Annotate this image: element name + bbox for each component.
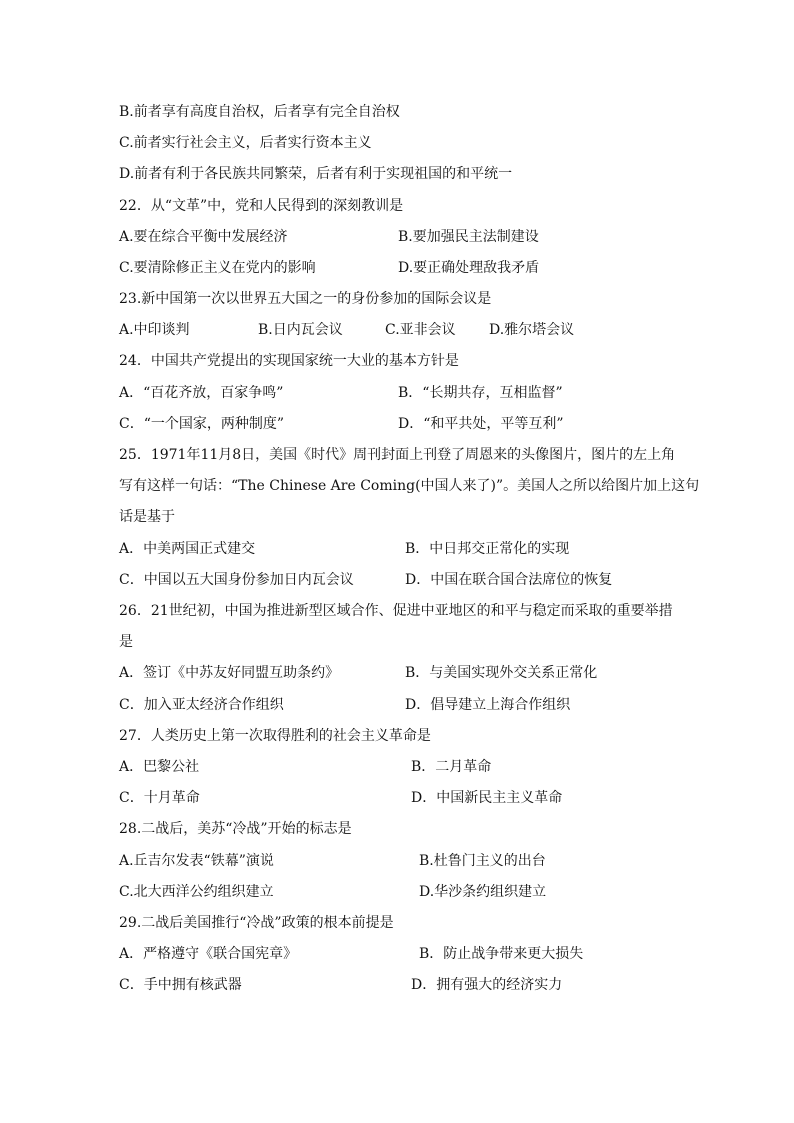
option-b: B．“长期共存，互相监督” [398, 385, 563, 401]
option-c: C．十月革命 [119, 790, 200, 806]
option-c: C.亚非会议 [385, 322, 456, 338]
option-b: B．中日邦交正常化的实现 [405, 541, 570, 557]
option-c: C．中国以五大国身份参加日内瓦会议 [119, 572, 354, 588]
option-text: D.前者有利于各民族共同繁荣，后者有利于实现祖国的和平统一 [119, 166, 513, 182]
question-stem: 写有这样一句话：“The Chinese Are Coming(中国人来了)”。美国人之所以给图片加上这句 [119, 478, 700, 494]
option-a: A.丘吉尔发表“铁幕”演说 [119, 853, 274, 869]
option-a: A．巴黎公社 [119, 759, 200, 775]
question-stem: 话是基于 [119, 509, 175, 525]
option-b: B．二月革命 [411, 759, 492, 775]
option-b: B．与美国实现外交关系正常化 [405, 665, 598, 681]
option-a: A．严格遵守《联合国宪章》 [119, 946, 298, 962]
option-c: C.要清除修正主义在党内的影响 [119, 260, 316, 276]
question-stem: 22．从“文革”中，党和人民得到的深刻教训是 [119, 198, 404, 214]
question-stem: 23.新中国第一次以世界五大国之一的身份参加的国际会议是 [119, 291, 492, 307]
option-c: C．手中拥有核武器 [119, 977, 242, 993]
option-d: D．中国新民主主义革命 [411, 790, 563, 806]
option-d: D.雅尔塔会议 [489, 322, 575, 338]
question-stem: 是 [119, 634, 133, 650]
option-b: B.要加强民主法制建设 [398, 229, 539, 245]
option-b: B.杜鲁门主义的出台 [419, 853, 546, 869]
option-a: A．“百花齐放，百家争鸣” [119, 385, 284, 401]
option-b: B．防止战争带来更大损失 [419, 946, 584, 962]
question-stem: 25．1971年11月8日，美国《时代》周刊封面上刊登了周恩来的头像图片，图片的左上角 [119, 447, 676, 463]
option-d: D.要正确处理敌我矛盾 [398, 260, 540, 276]
option-a: A．签订《中苏友好同盟互助条约》 [119, 665, 340, 681]
option-b: B.日内瓦会议 [258, 322, 343, 338]
question-stem: 27．人类历史上第一次取得胜利的社会主义革命是 [119, 728, 431, 744]
option-text: B.前者享有高度自治权，后者享有完全自治权 [119, 104, 400, 120]
option-d: D．中国在联合国合法席位的恢复 [405, 572, 613, 588]
option-text: C.前者实行社会主义，后者实行资本主义 [119, 135, 372, 151]
question-stem: 28.二战后，美苏“冷战”开始的标志是 [119, 821, 352, 837]
question-stem: 26．21世纪初，中国为推进新型区域合作、促进中亚地区的和平与稳定而采取的重要举措 [119, 603, 673, 619]
option-d: D．倡导建立上海合作组织 [405, 697, 571, 713]
option-d: D．“和平共处，平等互利” [398, 416, 564, 432]
option-d: D．拥有强大的经济实力 [411, 977, 563, 993]
option-a: A.中印谈判 [119, 322, 190, 338]
option-a: A．中美两国正式建交 [119, 541, 256, 557]
option-c: C.北大西洋公约组织建立 [119, 884, 274, 900]
option-c: C．“一个国家，两种制度” [119, 416, 285, 432]
option-a: A.要在综合平衡中发展经济 [119, 229, 288, 245]
option-d: D.华沙条约组织建立 [419, 884, 547, 900]
option-c: C．加入亚太经济合作组织 [119, 697, 284, 713]
question-stem: 24．中国共产党提出的实现国家统一大业的基本方针是 [119, 353, 459, 369]
question-stem: 29.二战后美国推行“冷战”政策的根本前提是 [119, 915, 394, 931]
